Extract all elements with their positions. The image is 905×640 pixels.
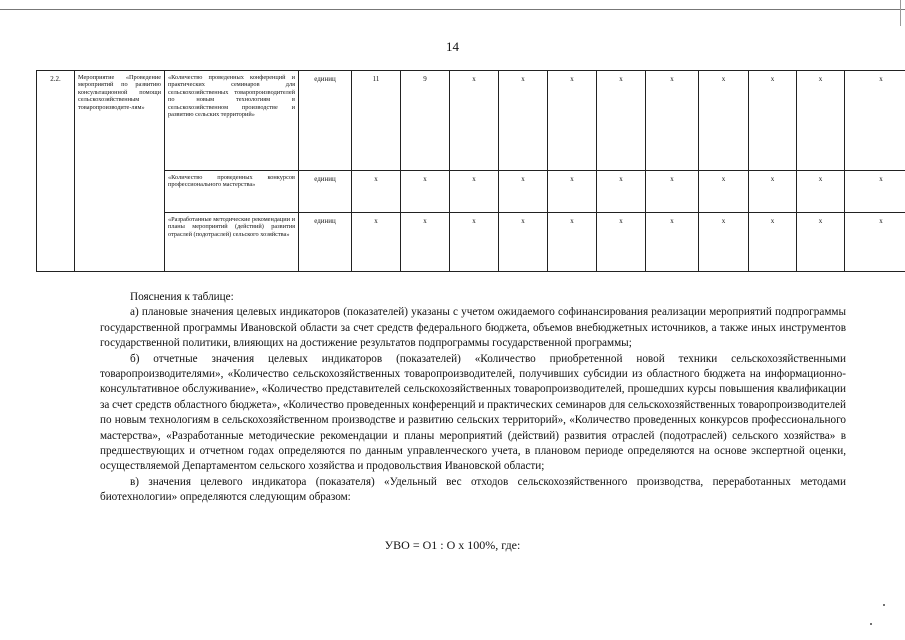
explanation-item-c: в) значения целевого индикатора (показателя) «Удельный вес отходов сельскохозяйственного производства, переработанных методами биотехнологии» определяются следующим образом: xyxy=(100,475,846,504)
scan-right-edge xyxy=(900,0,901,26)
value-cell: x xyxy=(352,171,401,213)
value-cell: x xyxy=(548,71,597,171)
scan-top-border xyxy=(0,9,905,10)
indicator-cell: «Разработанные методические рекомендации и планы мероприятий (действий) развития отраслей (подотраслей) сельского хозяйства» xyxy=(165,213,299,272)
value-cell: 11 xyxy=(352,71,401,171)
table-row xyxy=(37,213,905,272)
explanation-heading: Пояснения к таблице: xyxy=(130,291,234,303)
explanation-item-a: а) плановые значения целевых индикаторов (показателей) указаны с учетом ожидаемого софинансирования реализации мероприятий подпрограммы государственной программы Ивановской области за счет средств федерального бюджета, объемов внебюджетных источников, а также иных инструментов государственной политики, влияющих на достижение результатов подпрограммы государственной программы; xyxy=(100,306,846,350)
scan-speck xyxy=(883,604,885,606)
value-cell: x xyxy=(597,213,646,272)
value-cell: x xyxy=(845,71,905,171)
explanation-text xyxy=(100,290,846,506)
value-cell: x xyxy=(699,213,749,272)
formula: УВО = О1 : О х 100%, где: xyxy=(384,538,521,552)
value-cell: x xyxy=(646,71,699,171)
value-cell: x xyxy=(646,213,699,272)
row-number-cell: 2.2. xyxy=(37,71,75,272)
value-cell: x xyxy=(597,71,646,171)
value-cell: x xyxy=(845,171,905,213)
indicator-cell: «Количество проведенных конкурсов профессионального мастерства» xyxy=(165,171,299,213)
indicators-table xyxy=(36,70,905,272)
value-cell: 9 xyxy=(401,71,450,171)
value-cell: x xyxy=(450,71,499,171)
page-number: 14 xyxy=(446,39,459,54)
value-cell: x xyxy=(845,213,905,272)
explanation-item-b: б) отчетные значения целевых индикаторов (показателей) «Количество приобретенной новой техники сельскохозяйственными товаропроизводителями», «Количество сельскохозяйственных товаропроизводителей, получивших субсидии из областного бюджета на информационно-консультативное обслуживание», «Количество представителей сельскохозяйственных товаропроизводителей, прошедших курсы повышения квалификации за счет средств областного бюджета», «Количество проведенных конференций и практических семинаров для сельскохозяйственных товаропроизводителей по новым технологиям в сельскохозяйственном производстве и развитию сельских территорий», «Количество проведенных конкурсов профессионального мастерства», «Разработанные методические рекомендации и планы мероприятий (действий) развития отраслей (подотраслей) сельского хозяйства» в предшествующих и отчетном годах определяются по данным управленческого учета, в плановом периоде определяются на основе экспертной оценки, осуществляемой Департаментом сельского хозяйства и продовольствия Ивановской области; xyxy=(100,352,846,473)
unit-cell: единиц xyxy=(299,71,352,171)
value-cell: x xyxy=(450,213,499,272)
value-cell: x xyxy=(646,171,699,213)
value-cell: x xyxy=(797,71,845,171)
unit-cell: единиц xyxy=(299,171,352,213)
value-cell: x xyxy=(699,171,749,213)
unit-cell: единиц xyxy=(299,213,352,272)
value-cell: x xyxy=(597,171,646,213)
value-cell: x xyxy=(797,213,845,272)
value-cell: x xyxy=(401,171,450,213)
activity-cell: Мероприятие «Проведение мероприятий по развитию консультационной помощи сельскохозяйственным товаропроизводите-лям» xyxy=(75,71,165,272)
value-cell: x xyxy=(499,171,548,213)
value-cell: x xyxy=(749,171,797,213)
indicator-cell: «Количество проведенных конференций и практических семинаров для сельскохозяйственных товаропроизводителей по новым технологиям в сельскохозяйственном производстве и развитию сельских территорий» xyxy=(165,71,299,171)
value-cell: x xyxy=(749,213,797,272)
value-cell: x xyxy=(401,213,450,272)
scan-speck xyxy=(870,623,872,625)
value-cell: x xyxy=(548,171,597,213)
value-cell: x xyxy=(499,71,548,171)
value-cell: x xyxy=(548,213,597,272)
value-cell: x xyxy=(352,213,401,272)
value-cell: x xyxy=(450,171,499,213)
value-cell: x xyxy=(499,213,548,272)
table-row xyxy=(37,171,905,213)
value-cell: x xyxy=(749,71,797,171)
value-cell: x xyxy=(699,71,749,171)
table-row xyxy=(37,71,905,171)
value-cell: x xyxy=(797,171,845,213)
